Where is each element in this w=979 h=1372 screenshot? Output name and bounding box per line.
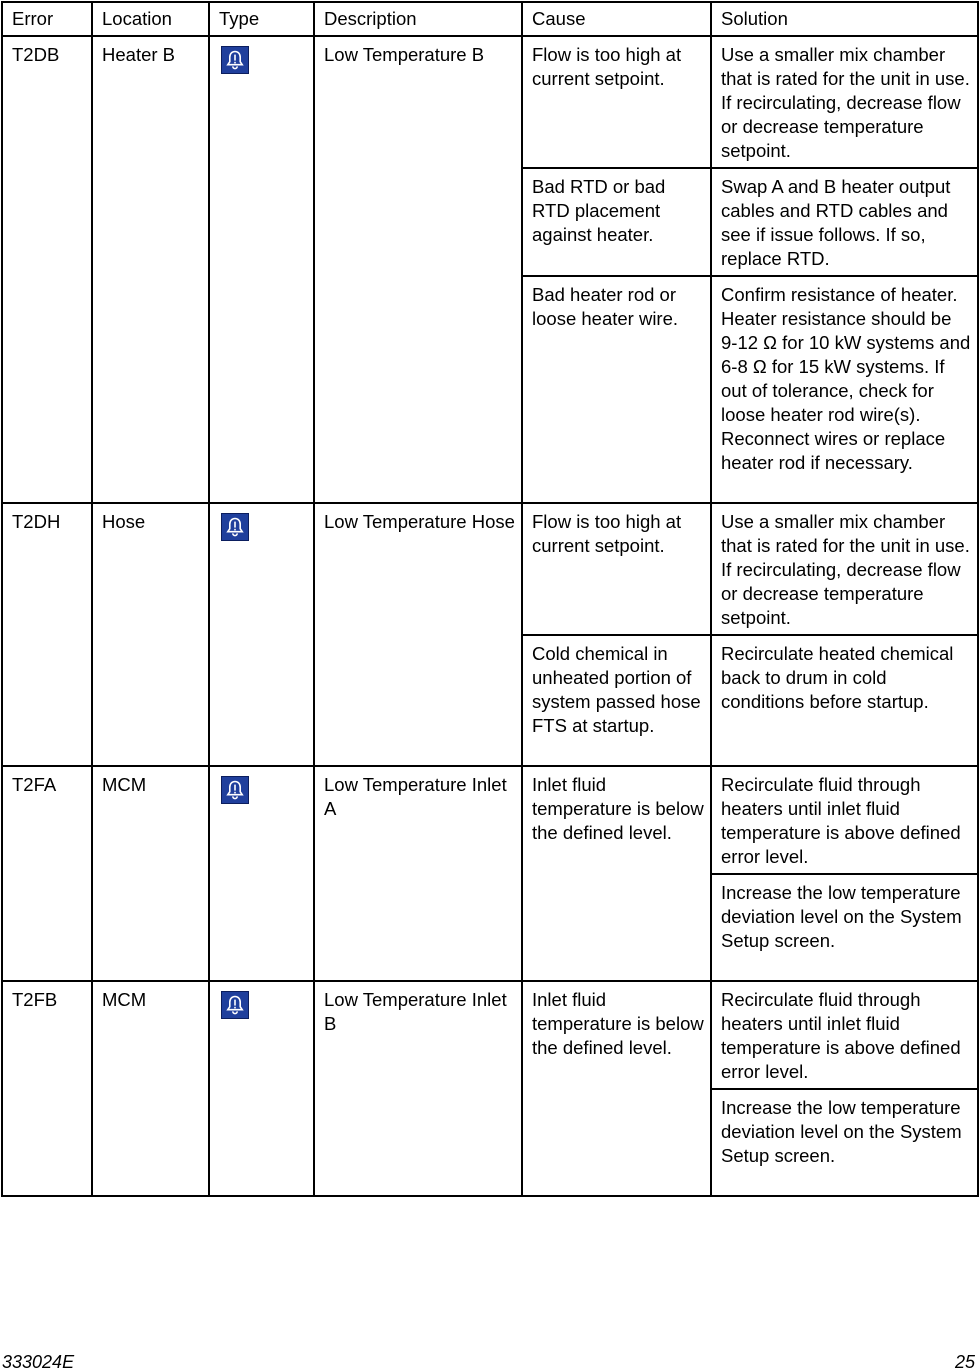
description: Low Temperature B [314,36,522,503]
cause: Bad heater rod or loose heater wire. [522,276,711,503]
solution: Swap A and B heater output cables and RTD cables and see if issue follows. If so, replace RTD. [711,168,978,276]
type-cell [209,981,314,1196]
solution: Confirm resistance of heater. Heater resistance should be 9-12 Ω for 10 kW systems and 6-8 Ω for 15 kW systems. If out of tolerance, check for loose heater rod wire(s). Reconnect wires or replace heater rod if necessary. [711,276,978,503]
type-cell [209,766,314,981]
error-table [1,1,979,1197]
header-row [2,2,978,36]
header-solution: Solution [711,2,978,36]
header-error: Error [2,2,92,36]
page-number: 25 [954,1352,975,1372]
alarm-bell-icon [221,991,249,1019]
header-cause: Cause [522,2,711,36]
cause: Flow is too high at current setpoint. [522,503,711,635]
cause: Cold chemical in unheated portion of system passed hose FTS at startup. [522,635,711,766]
description: Low Temperature Inlet A [314,766,522,981]
cause: Bad RTD or bad RTD placement against heater. [522,168,711,276]
alarm-bell-icon [221,776,249,804]
doc-number: 333024E [2,1352,75,1372]
type-cell [209,503,314,766]
solution: Use a smaller mix chamber that is rated for the unit in use. If recirculating, decrease flow or decrease temperature setpoint. [711,503,978,635]
solution: Use a smaller mix chamber that is rated for the unit in use. If recirculating, decrease flow or decrease temperature setpoint. [711,36,978,168]
solution: Recirculate fluid through heaters until inlet fluid temperature is above defined error level. [711,981,978,1089]
location: MCM [92,981,209,1196]
cause: Inlet fluid temperature is below the defined level. [522,766,711,981]
error-code: T2DH [2,503,92,766]
header-description: Description [314,2,522,36]
solution: Increase the low temperature deviation level on the System Setup screen. [711,1089,978,1196]
alarm-bell-icon [221,513,249,541]
error-code: T2FA [2,766,92,981]
solution: Recirculate heated chemical back to drum in cold conditions before startup. [711,635,978,766]
header-type: Type [209,2,314,36]
type-cell [209,36,314,503]
solution: Recirculate fluid through heaters until inlet fluid temperature is above defined error level. [711,766,978,874]
solution: Increase the low temperature deviation level on the System Setup screen. [711,874,978,981]
table-row [2,981,978,1089]
location: Heater B [92,36,209,503]
error-code: T2DB [2,36,92,503]
cause: Flow is too high at current setpoint. [522,36,711,168]
alarm-bell-icon [221,46,249,74]
description: Low Temperature Hose [314,503,522,766]
table-row [2,766,978,874]
table-row [2,503,978,635]
location: MCM [92,766,209,981]
header-location: Location [92,2,209,36]
error-code: T2FB [2,981,92,1196]
table-row [2,36,978,168]
cause: Inlet fluid temperature is below the defined level. [522,981,711,1196]
location: Hose [92,503,209,766]
description: Low Temperature Inlet B [314,981,522,1196]
